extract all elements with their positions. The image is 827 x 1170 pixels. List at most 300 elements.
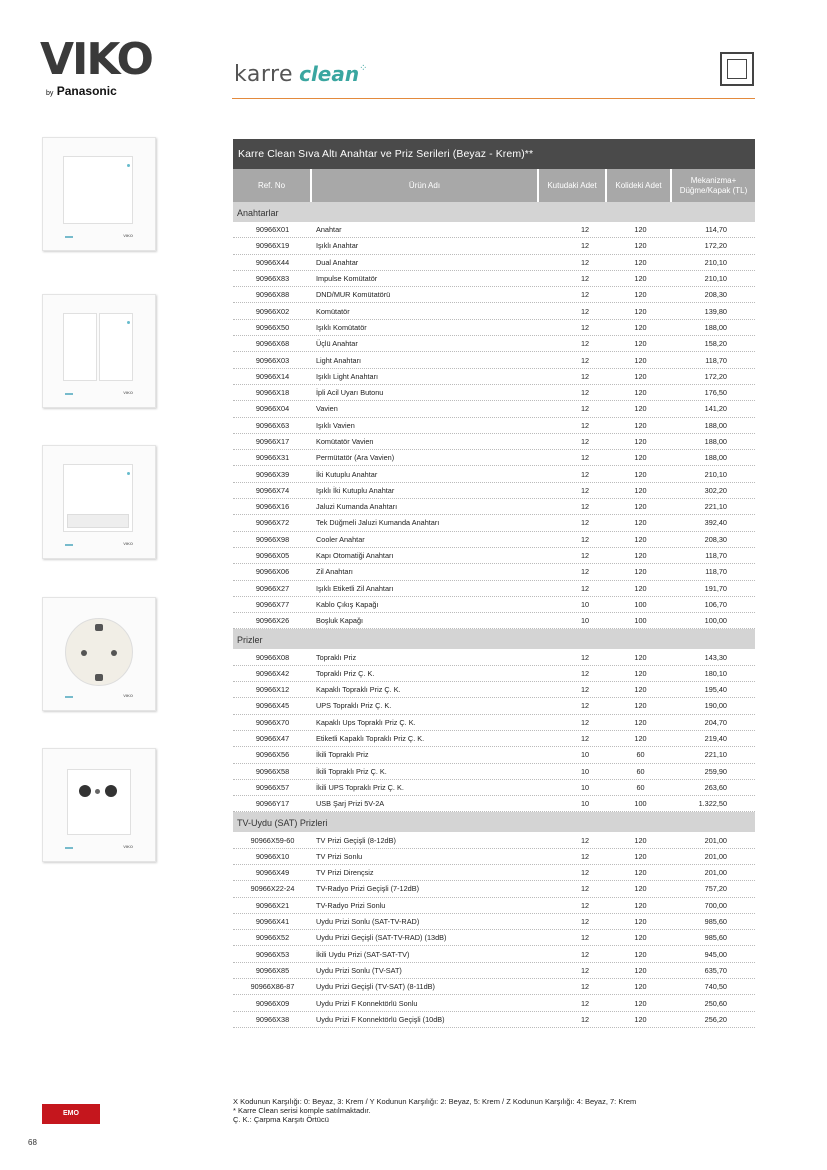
cell-ref-no: 90966X85: [255, 965, 290, 975]
product-image-socket-schuko: [42, 597, 156, 711]
table-row: [233, 466, 755, 482]
cell-product-name: TV Prizi Dirençsiz: [316, 868, 374, 878]
cell-product-name: Kapaklı Ups Topraklı Priz Ç. K.: [316, 717, 416, 727]
cell-carton-qty: 120: [634, 701, 647, 711]
cell-carton-qty: 120: [634, 851, 647, 861]
led-bar: [65, 847, 73, 849]
cell-product-name: Kapaklı Topraklı Priz Ç. K.: [316, 685, 401, 695]
section-header: Prizler: [233, 629, 755, 649]
cell-ref-no: 90966X31: [255, 453, 290, 463]
cell-ref-no: 90966X05: [255, 551, 290, 561]
cell-product-name: Vavien: [316, 404, 338, 414]
cell-ref-no: 90966X42: [255, 668, 290, 678]
cell-box-qty: 12: [580, 949, 590, 959]
earth-clip-top: [95, 624, 103, 631]
cell-box-qty: 12: [580, 485, 590, 495]
logo-sub-text: [46, 84, 170, 98]
section-header: Anahtarlar: [233, 202, 755, 222]
table-row: [233, 564, 755, 580]
cell-product-name: Uydu Prizi Sonlu (TV-SAT): [316, 965, 402, 975]
table-row: [233, 352, 755, 368]
cell-carton-qty: 120: [634, 371, 647, 381]
table-row: [233, 303, 755, 319]
cell-product-name: Jaluzi Kumanda Anahtarı: [316, 502, 398, 512]
cell-carton-qty: 120: [634, 933, 647, 943]
led-indicator: [127, 164, 130, 167]
cell-product-name: Işıklı İki Kutuplu Anahtar: [316, 485, 395, 495]
frame-icon-inner: [727, 59, 747, 79]
cell-product-name: Uydu Prizi F Konnektörlü Sonlu: [316, 998, 418, 1008]
radio-connector: [95, 789, 100, 794]
cell-product-name: Tek Düğmeli Jaluzi Kumanda Anahtarı: [316, 518, 440, 528]
cell-box-qty: 10: [580, 616, 590, 626]
cell-product-name: Uydu Prizi Geçişli (SAT-TV-RAD) (13dB): [316, 933, 447, 943]
cell-carton-qty: 120: [634, 485, 647, 495]
led-bar: [65, 696, 73, 698]
footnotes: [233, 1097, 636, 1124]
cell-product-name: Işıklı Anahtar: [316, 241, 359, 251]
cell-carton-qty: 100: [634, 616, 647, 626]
cell-product-name: TV-Radyo Prizi Geçişli (7-12dB): [316, 884, 419, 894]
cell-ref-no: 90966X63: [255, 420, 290, 430]
cell-box-qty: 12: [580, 998, 590, 1008]
cell-box-qty: 12: [580, 685, 590, 695]
table-row: [233, 666, 755, 682]
cell-product-name: Kapı Otomatiği Anahtarı: [316, 551, 394, 561]
table-row: [233, 450, 755, 466]
cell-price: 208,30: [704, 290, 727, 300]
cell-carton-qty: 120: [634, 668, 647, 678]
cell-price: 188,00: [704, 437, 727, 446]
cell-price: 700,00: [704, 900, 727, 910]
cell-carton-qty: 120: [634, 290, 647, 300]
cell-ref-no: 90966X17: [255, 437, 290, 446]
logo-panasonic: Panasonic: [56, 84, 117, 98]
cell-ref-no: 90966Y17: [255, 799, 290, 809]
viko-tag: VIKO: [123, 233, 133, 238]
table-row: [233, 780, 755, 796]
cell-price: 219,40: [704, 734, 727, 744]
table-row: [233, 995, 755, 1011]
cell-carton-qty: 120: [634, 322, 647, 332]
viko-logo: [40, 34, 170, 108]
led-indicator: [127, 321, 130, 324]
footnote-codes: X Kodunun Karşılığı: 0: Beyaz, 3: Krem / Y Kodunun Karşılığı: 2: Beyaz, 5: Krem / Z Kodunun Karşılığı: 4: Beyaz, 7: Krem: [233, 1097, 637, 1106]
cell-ref-no: 90966X50: [255, 322, 290, 332]
cell-carton-qty: 120: [634, 949, 647, 959]
table-row: [233, 865, 755, 881]
cell-ref-no: 90966X47: [255, 734, 290, 744]
cell-carton-qty: 120: [634, 1014, 647, 1024]
cell-box-qty: 12: [580, 502, 590, 512]
cell-carton-qty: 120: [634, 502, 647, 512]
cell-carton-qty: 120: [634, 306, 647, 316]
table-row: [233, 649, 755, 665]
cell-price: 945,00: [704, 949, 727, 959]
table-row: [233, 336, 755, 352]
brand-clean: clean: [299, 62, 360, 86]
cell-price: 139,80: [704, 306, 727, 316]
cell-box-qty: 12: [580, 551, 590, 561]
cell-price: 221,10: [704, 502, 727, 512]
cell-ref-no: 90966X06: [255, 567, 290, 577]
cell-box-qty: 12: [580, 851, 590, 861]
cell-carton-qty: 120: [634, 518, 647, 528]
viko-tag: VIKO: [123, 390, 133, 395]
cell-box-qty: 10: [580, 782, 590, 792]
cell-ref-no: 90966X10: [255, 851, 290, 861]
table-row: [233, 499, 755, 515]
cell-ref-no: 90966X02: [255, 306, 290, 316]
product-image-switch-single: [42, 137, 156, 251]
cell-box-qty: 10: [580, 599, 590, 609]
cell-carton-qty: 120: [634, 355, 647, 365]
price-table: [233, 139, 755, 1028]
cell-ref-no: 90966X08: [255, 652, 290, 662]
cell-carton-qty: 120: [634, 717, 647, 727]
tv-plate: [67, 769, 131, 835]
table-row: [233, 1012, 755, 1028]
cell-ref-no: 90966X41: [255, 917, 290, 927]
cell-ref-no: 90966X86-87: [250, 982, 295, 992]
cell-product-name: Cooler Anahtar: [316, 534, 365, 544]
cell-carton-qty: 120: [634, 652, 647, 662]
cell-product-name: Anahtar: [316, 225, 342, 235]
cell-ref-no: 90966X18: [255, 388, 290, 398]
cell-box-qty: 12: [580, 420, 590, 430]
cell-product-name: Komütatör: [316, 306, 350, 316]
col-ref-no: Ref. No: [233, 169, 312, 202]
section-header: TV-Uydu (SAT) Prizleri: [233, 812, 755, 832]
cell-price: 221,10: [704, 750, 727, 760]
cell-product-name: Kablo Çıkış Kapağı: [316, 599, 379, 609]
cell-product-name: Dual Anahtar: [316, 257, 359, 267]
brand-karre: karre: [234, 62, 294, 87]
cell-carton-qty: 120: [634, 437, 647, 446]
table-row: [233, 483, 755, 499]
cell-product-name: Topraklı Priz Ç. K.: [316, 668, 375, 678]
cell-ref-no: 90966X70: [255, 717, 290, 727]
cell-box-qty: 12: [580, 734, 590, 744]
cell-product-name: Komütatör Vavien: [316, 437, 374, 446]
earth-clip-bottom: [95, 674, 103, 681]
cell-price: 201,00: [704, 835, 727, 845]
cell-ref-no: 90966X19: [255, 241, 290, 251]
cell-product-name: İki Kutuplu Anahtar: [316, 469, 378, 479]
cell-ref-no: 90966X59-60: [250, 835, 295, 845]
cell-box-qty: 12: [580, 241, 590, 251]
cell-product-name: Işıklı Etiketli Zil Anahtarı: [316, 583, 394, 593]
cell-product-name: Üçlü Anahtar: [316, 339, 358, 349]
cell-price: 210,10: [704, 274, 727, 284]
cell-ref-no: 90966X09: [255, 998, 290, 1008]
cell-box-qty: 12: [580, 453, 590, 463]
product-image-socket-tv-sat: [42, 748, 156, 862]
cell-box-qty: 12: [580, 225, 590, 235]
cell-price: 188,00: [704, 322, 727, 332]
viko-tag: VIKO: [123, 693, 133, 698]
table-row: [233, 715, 755, 731]
cell-ref-no: 90966X53: [255, 949, 290, 959]
cell-ref-no: 90966X45: [255, 701, 290, 711]
cell-carton-qty: 120: [634, 982, 647, 992]
cell-carton-qty: 120: [634, 257, 647, 267]
table-row: [233, 255, 755, 271]
cell-ref-no: 90966X56: [255, 750, 290, 760]
cell-box-qty: 12: [580, 982, 590, 992]
cell-product-name: İkili Topraklı Priz Ç. K.: [316, 766, 387, 776]
table-row: [233, 849, 755, 865]
cell-box-qty: 12: [580, 583, 590, 593]
cell-box-qty: 12: [580, 388, 590, 398]
cell-price: 191,70: [704, 583, 727, 593]
table-row: [233, 320, 755, 336]
cell-price: 1.322,50: [698, 799, 727, 809]
footnote-ck: Ç. K.: Çarpma Karşıtı Örtücü: [233, 1115, 329, 1124]
cell-carton-qty: 60: [636, 766, 645, 776]
table-row: [233, 613, 755, 629]
cell-box-qty: 12: [580, 339, 590, 349]
led-indicator: [127, 472, 130, 475]
cell-box-qty: 12: [580, 518, 590, 528]
cell-product-name: Topraklı Priz: [316, 652, 357, 662]
cell-ref-no: 90966X03: [255, 355, 290, 365]
cell-ref-no: 90966X22-24: [250, 884, 295, 894]
table-row: [233, 238, 755, 254]
cell-box-qty: 12: [580, 900, 590, 910]
cell-box-qty: 12: [580, 868, 590, 878]
sat-connector: [105, 785, 117, 797]
cell-ref-no: 90966X14: [255, 371, 290, 381]
cell-product-name: Uydu Prizi Geçişli (TV-SAT) (8-11dB): [316, 982, 435, 992]
logo-by: by: [46, 90, 54, 97]
cell-price: 176,50: [704, 388, 727, 398]
cell-ref-no: 90966X68: [255, 339, 290, 349]
cell-carton-qty: 120: [634, 965, 647, 975]
cell-carton-qty: 60: [636, 782, 645, 792]
cell-carton-qty: 120: [634, 404, 647, 414]
cell-ref-no: 90966X58: [255, 766, 290, 776]
cell-product-name: İkili Uydu Prizi (SAT-SAT-TV): [316, 949, 410, 959]
cell-carton-qty: 120: [634, 551, 647, 561]
cell-carton-qty: 120: [634, 734, 647, 744]
cell-carton-qty: 120: [634, 868, 647, 878]
table-row: [233, 914, 755, 930]
table-row: [233, 385, 755, 401]
cell-product-name: TV-Radyo Prizi Sonlu: [316, 900, 386, 910]
cell-product-name: Uydu Prizi F Konnektörlü Geçişli (10dB): [316, 1014, 445, 1024]
viko-tag: VIKO: [123, 541, 133, 546]
cell-price: 757,20: [704, 884, 727, 894]
table-row: [233, 418, 755, 434]
cell-price: 392,40: [704, 518, 727, 528]
table-row: [233, 881, 755, 897]
header-divider: [232, 98, 755, 99]
cell-ref-no: 90966X27: [255, 583, 290, 593]
cell-box-qty: 12: [580, 290, 590, 300]
table-body: [233, 202, 755, 1028]
cell-price: 263,60: [704, 782, 727, 792]
cell-box-qty: 12: [580, 469, 590, 479]
table-row: [233, 930, 755, 946]
footnote-series: * Karre Clean serisi komple satılmaktadır.: [233, 1106, 371, 1115]
cell-ref-no: 90966X26: [255, 616, 290, 626]
cell-box-qty: 12: [580, 1014, 590, 1024]
table-title: Karre Clean Sıva Altı Anahtar ve Priz Serileri (Beyaz - Krem)**: [233, 139, 755, 169]
cell-box-qty: 10: [580, 750, 590, 760]
col-carton-qty: Kolideki Adet: [607, 169, 672, 202]
cell-carton-qty: 100: [634, 599, 647, 609]
table-row: [233, 898, 755, 914]
cell-product-name: İkili Topraklı Priz: [316, 750, 369, 760]
viko-tag: VIKO: [123, 844, 133, 849]
cell-carton-qty: 120: [634, 534, 647, 544]
cell-carton-qty: 120: [634, 453, 647, 463]
cell-price: 635,70: [704, 965, 727, 975]
cell-box-qty: 12: [580, 835, 590, 845]
cell-price: 204,70: [704, 717, 727, 727]
table-row: [233, 946, 755, 962]
cell-ref-no: 90966X74: [255, 485, 290, 495]
cell-product-name: İpli Acil Uyarı Butonu: [316, 388, 384, 398]
product-image-switch-label: [42, 445, 156, 559]
table-row: [233, 287, 755, 303]
cell-product-name: TV Prizi Geçişli (8-12dB): [316, 835, 396, 845]
cell-carton-qty: 100: [634, 799, 647, 809]
cell-box-qty: 12: [580, 371, 590, 381]
cell-price: 141,20: [704, 404, 727, 414]
cell-product-name: Uydu Prizi Sonlu (SAT-TV-RAD): [316, 917, 420, 927]
cell-product-name: Işıklı Vavien: [316, 420, 355, 430]
cell-ref-no: 90966X77: [255, 599, 290, 609]
cell-carton-qty: 120: [634, 469, 647, 479]
cell-carton-qty: 120: [634, 420, 647, 430]
led-bar: [65, 236, 73, 238]
cell-ref-no: 90966X12: [255, 685, 290, 695]
cell-product-name: Permütatör (Ara Vavien): [316, 453, 395, 463]
socket-hole-right: [111, 650, 117, 656]
cell-ref-no: 90966X04: [255, 404, 290, 414]
cell-carton-qty: 120: [634, 835, 647, 845]
cell-box-qty: 12: [580, 437, 590, 446]
table-header: [233, 169, 755, 202]
cell-box-qty: 12: [580, 257, 590, 267]
table-row: [233, 401, 755, 417]
cell-price: 302,20: [704, 485, 727, 495]
bottom-logo: EMO: [42, 1104, 100, 1124]
cell-carton-qty: 120: [634, 241, 647, 251]
table-row: [233, 963, 755, 979]
cell-ref-no: 90966X72: [255, 518, 290, 528]
cell-product-name: Işıklı Light Anahtarı: [316, 371, 379, 381]
table-row: [233, 764, 755, 780]
cell-ref-no: 90966X88: [255, 290, 290, 300]
series-brand: [234, 62, 368, 92]
cell-box-qty: 12: [580, 917, 590, 927]
table-row: [233, 796, 755, 812]
cell-ref-no: 90966X38: [255, 1014, 290, 1024]
cell-carton-qty: 120: [634, 339, 647, 349]
cell-price: 201,00: [704, 868, 727, 878]
table-row: [233, 434, 755, 450]
cell-box-qty: 12: [580, 717, 590, 727]
cell-price: 118,70: [705, 567, 727, 577]
table-row: [233, 532, 755, 548]
cell-carton-qty: 120: [634, 225, 647, 235]
page-number: 68: [28, 1138, 37, 1147]
cell-box-qty: 12: [580, 306, 590, 316]
cell-price: 172,20: [704, 241, 727, 251]
cell-price: 740,50: [704, 982, 727, 992]
table-row: [233, 747, 755, 763]
cell-price: 180,10: [704, 668, 727, 678]
table-row: [233, 548, 755, 564]
cell-price: 195,40: [704, 685, 727, 695]
cell-price: 143,30: [704, 652, 727, 662]
cell-product-name: USB Şarj Prizi 5V-2A: [316, 799, 385, 809]
product-image-switch-double: [42, 294, 156, 408]
tv-connector: [79, 785, 91, 797]
switch-plate-left: [63, 313, 97, 381]
cell-ref-no: 90966X83: [255, 274, 290, 284]
table-row: [233, 515, 755, 531]
cell-box-qty: 12: [580, 274, 590, 284]
cell-price: 118,70: [705, 551, 727, 561]
cell-carton-qty: 120: [634, 567, 647, 577]
cell-carton-qty: 120: [634, 583, 647, 593]
cell-carton-qty: 120: [634, 917, 647, 927]
frame-icon: [720, 52, 754, 86]
cell-box-qty: 10: [580, 799, 590, 809]
cell-carton-qty: 120: [634, 274, 647, 284]
led-bar: [65, 393, 73, 395]
cell-price: 106,70: [704, 599, 727, 609]
cell-ref-no: 90966X16: [255, 502, 290, 512]
cell-box-qty: 12: [580, 567, 590, 577]
table-row: [233, 222, 755, 238]
col-price: Mekanizma+ Düğme/Kapak (TL): [679, 175, 748, 195]
label-window: [67, 514, 129, 528]
cell-price: 259,90: [704, 766, 727, 776]
switch-plate: [63, 156, 133, 224]
cell-box-qty: 12: [580, 701, 590, 711]
socket-hole-left: [81, 650, 87, 656]
cell-carton-qty: 120: [634, 685, 647, 695]
cell-product-name: Zil Anahtarı: [316, 567, 353, 577]
cell-product-name: Boşluk Kapağı: [316, 616, 364, 626]
cell-product-name: UPS Topraklı Priz Ç. K.: [316, 701, 392, 711]
cell-box-qty: 12: [580, 322, 590, 332]
cell-price: 210,10: [704, 469, 727, 479]
cell-price: 985,60: [704, 917, 727, 927]
col-product-name: Ürün Adı: [312, 169, 539, 202]
cell-price: 208,30: [704, 534, 727, 544]
col-box-qty: Kutudaki Adet: [539, 169, 607, 202]
cell-box-qty: 12: [580, 534, 590, 544]
cell-price: 985,60: [704, 933, 727, 943]
table-row: [233, 581, 755, 597]
cell-ref-no: 90966X39: [255, 469, 290, 479]
sparkle-icon: ⁘: [359, 63, 368, 74]
cell-ref-no: 90966X21: [255, 900, 290, 910]
cell-ref-no: 90966X98: [255, 534, 290, 544]
cell-box-qty: 12: [580, 668, 590, 678]
cell-carton-qty: 120: [634, 388, 647, 398]
cell-price: 210,10: [704, 257, 727, 267]
cell-price: 190,00: [704, 701, 727, 711]
cell-product-name: Etiketli Kapaklı Topraklı Priz Ç. K.: [316, 734, 425, 744]
led-bar: [65, 544, 73, 546]
